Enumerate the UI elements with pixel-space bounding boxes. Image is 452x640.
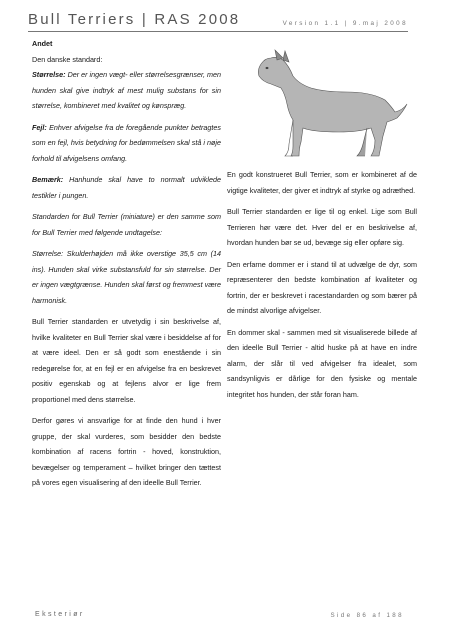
body-paragraph: Derfor gøres vi ansvarlige for at finde den hund i hver gruppe, der skal vurderes, som besidder den bedste kombination af racens fortrin - hoved, konstruktion, bevægelser og temperament – hvilket bringer den tættest på vores egen visualisering af den ideelle Bull Terrier. xyxy=(32,416,221,487)
standard-text xyxy=(32,67,221,308)
page-number: Side 86 af 188 xyxy=(330,612,404,619)
standard-paragraph xyxy=(32,120,221,167)
standard-text-miniature-size: Størrelse: Skulderhøjden må ikke overstige 35,5 cm (14 ins). Hunden skal virke substansfuld for sin størrelse. Der er ingen vægtgrænse. Hunden skal først og fremmest være harmonisk. xyxy=(32,249,221,305)
standard-paragraph xyxy=(32,172,221,203)
standard-label-note: Bemærk: xyxy=(32,175,64,184)
standard-paragraph xyxy=(32,209,221,240)
section-heading: Andet xyxy=(32,39,53,48)
footer-section: Eksteriør xyxy=(35,611,85,618)
right-column xyxy=(227,167,417,408)
standard-paragraph xyxy=(32,246,221,308)
body-paragraph: En godt konstrueret Bull Terrier, som er kombineret af de vigtige kvaliteter, der giver et indtryk af styrke og adræthed. xyxy=(227,170,417,195)
standard-label-fault: Fejl: xyxy=(32,122,47,132)
standard-paragraph xyxy=(32,67,221,114)
standard-text-size: Der er ingen vægt- eller størrelsesgrænser, men hunden skal give indtryk af mest mulig substans for sin størrelse, kombineret med kvalitet og kønspræg. xyxy=(32,70,221,110)
document-title: Bull Terriers | RAS 2008 xyxy=(28,11,241,28)
standard-title: Den danske standard: xyxy=(32,54,103,64)
body-paragraph: Bull Terrier standarden er utvetydig i sin beskrivelse af, hvilke kvaliteter en Bull Terrier skal være i besiddelse af for at være ideel. Den er så godt som enestående i sin redegørelse for, at en fejl er en afvigelse fra en beskrevet positiv egenskab og at fejlens alvor er lige frem proportionel med dens størrelse. xyxy=(32,317,221,404)
standard-text-note: Hanhunde skal have to normalt udviklede testikler i pungen. xyxy=(32,175,221,200)
body-paragraph: Bull Terrier standarden er lige til og enkel. Lige som Bull Terrieren hør være det. Hver del er en beskrivelse af, hvordan hunden bør se ud, bevæge sig eller opføre sig. xyxy=(227,207,417,247)
body-paragraph: En dommer skal - sammen med sit visualiserede billede af den ideelle Bull Terrier - altid huske på at have en indre alarm, der slår til ved afvigelser fra idealet, som sandsynligvis er dårlige for den fysiske og mentale integritet hos hunden, der står foran ham. xyxy=(227,327,417,399)
body-paragraph: Den erfarne dommer er i stand til at udvælge de dyr, som repræsenterer den bedste kombination af kvaliteter og fortrin, der er beskrevet i racestandarden og som bærer på de mindst alvorlige afvigelser. xyxy=(227,259,417,315)
standard-text-miniature: Standarden for Bull Terrier (miniature) er den samme som for Bull Terrier med følgende undtagelse: xyxy=(32,212,221,237)
version-label: Version 1.1 | 9.maj 2008 xyxy=(282,20,408,27)
standard-text-fault: Enhver afvigelse fra de foregående punkter betragtes som en fejl, hvis betydning for bedømmelsen skal stå i nøje forhold til afvigelsens omfang. xyxy=(32,122,221,163)
standard-label-size: Størrelse: xyxy=(32,70,66,79)
header-divider xyxy=(28,31,408,32)
left-column xyxy=(32,36,221,497)
bull-terrier-illustration xyxy=(247,48,412,160)
